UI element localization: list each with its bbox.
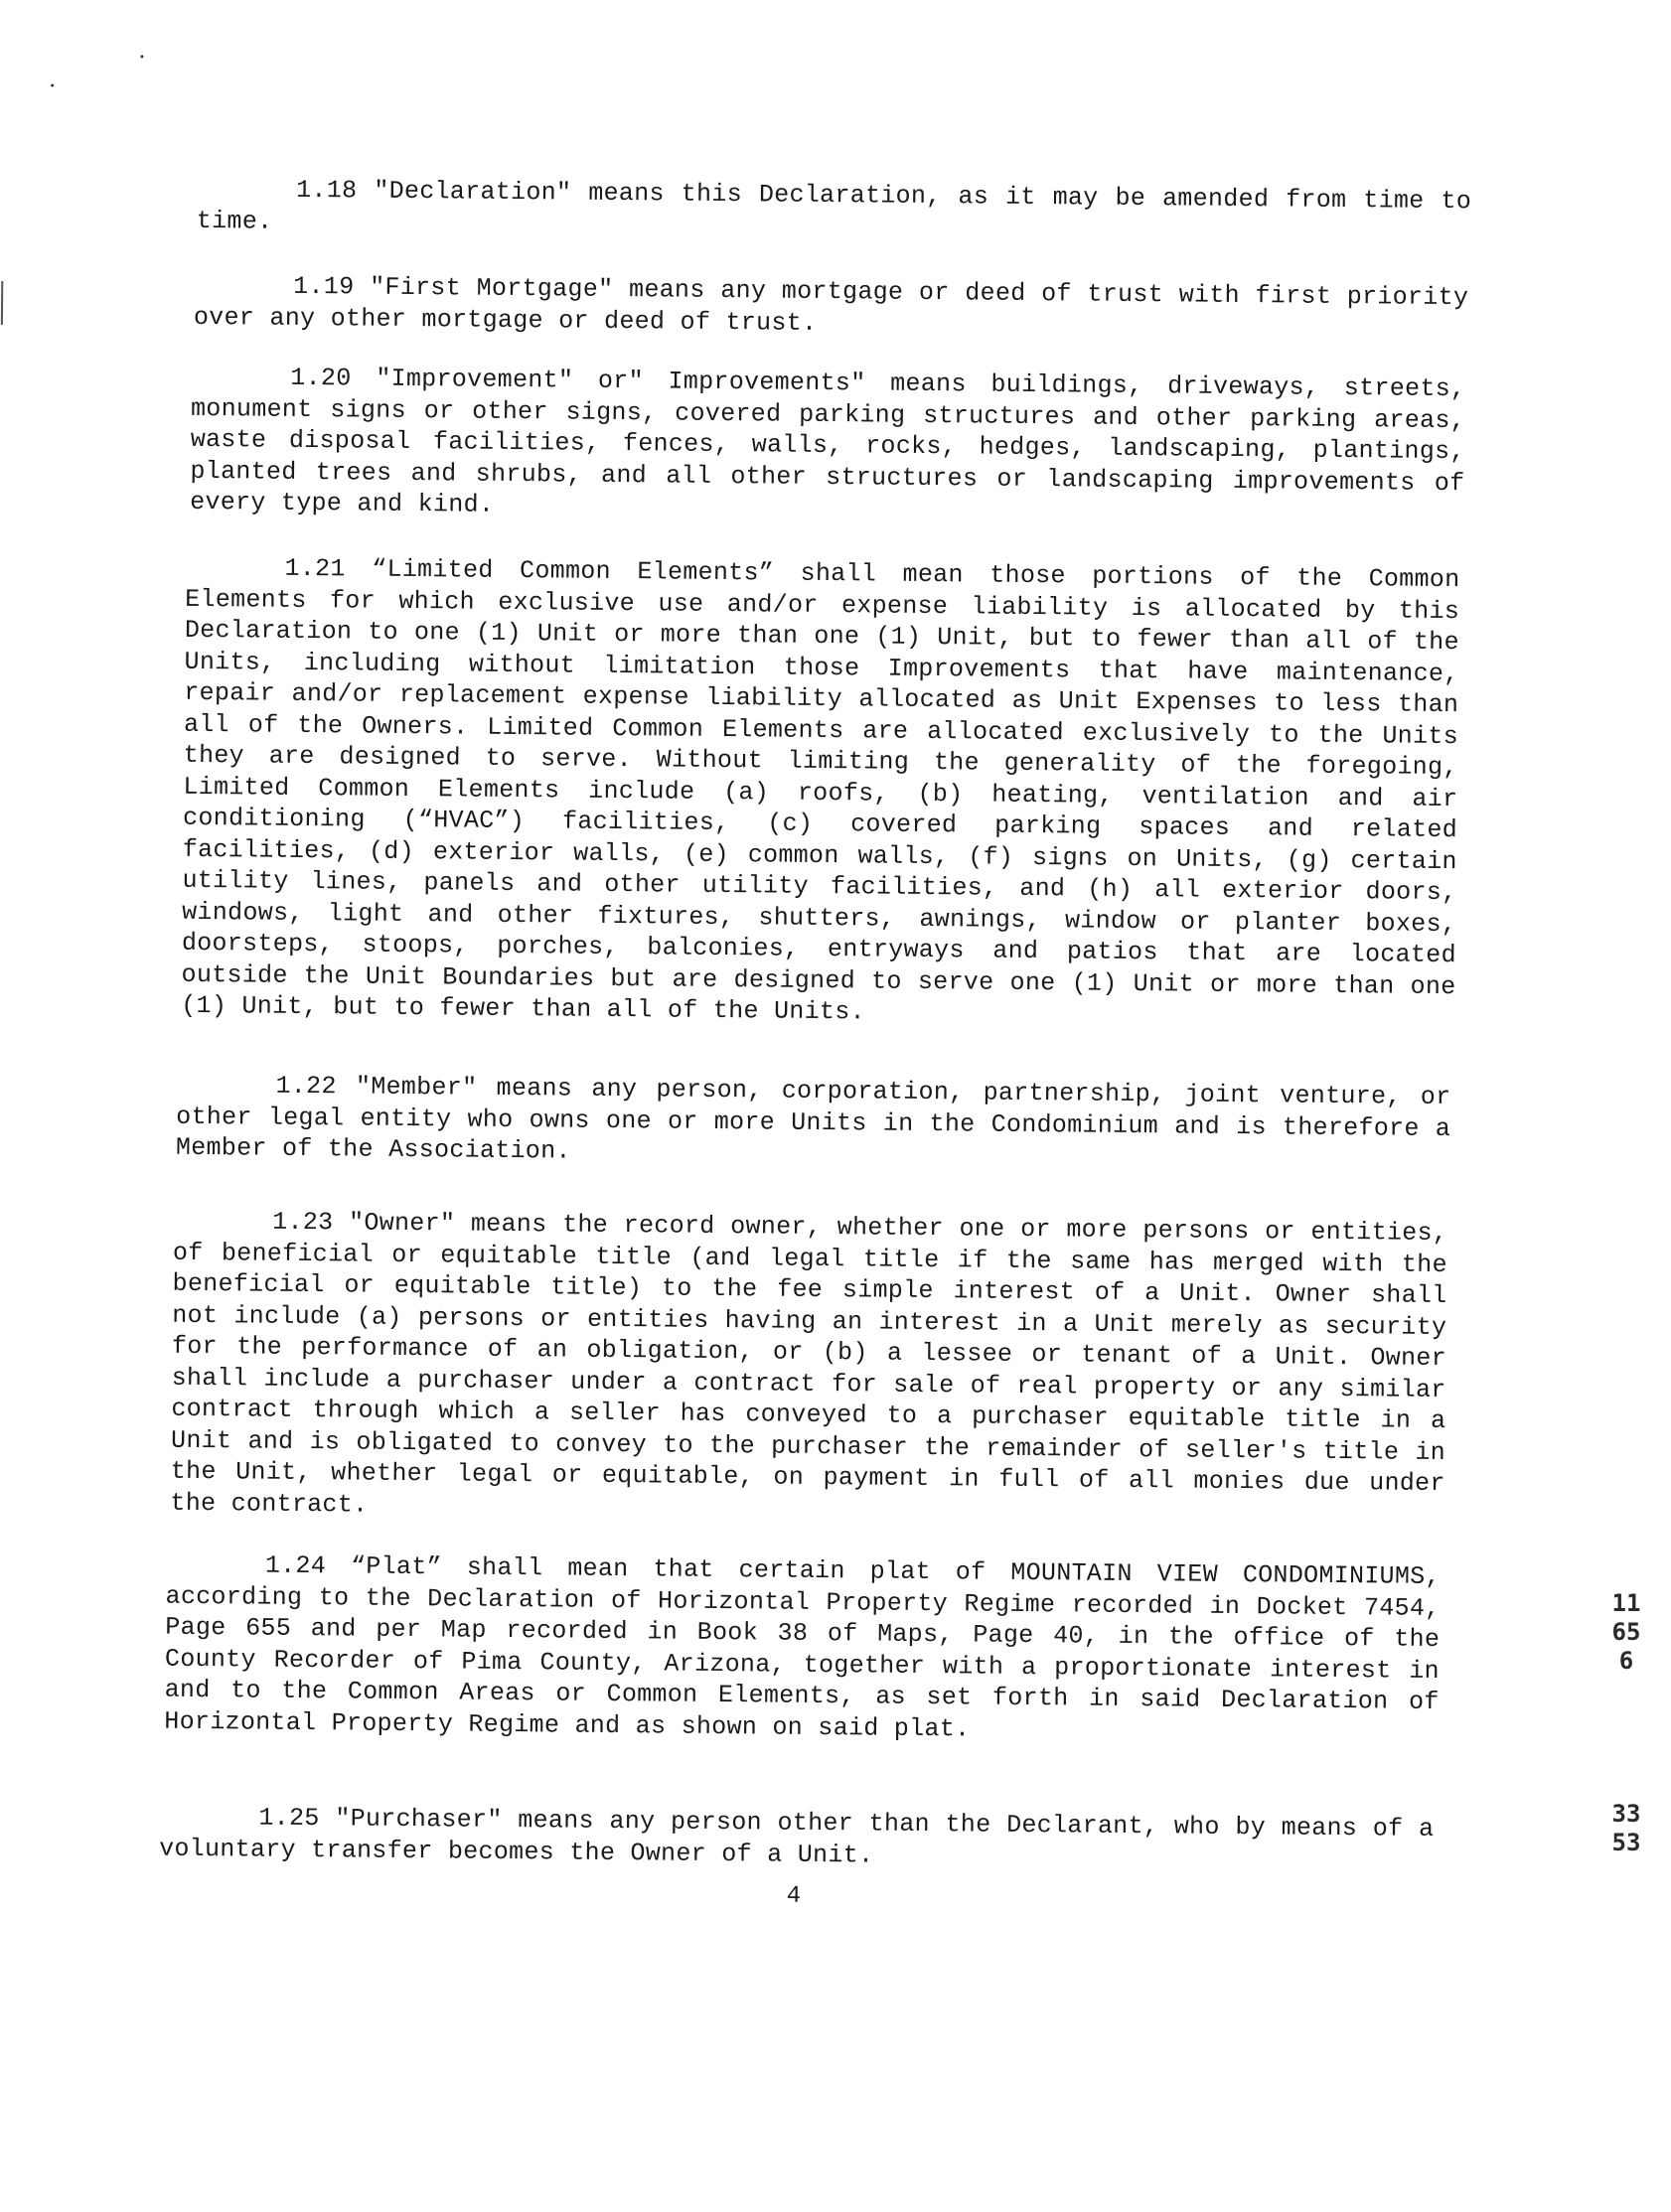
section-number: 1.18 — [296, 175, 358, 206]
section-number: 1.19 — [293, 271, 355, 302]
section-number: 1.20 — [290, 363, 352, 393]
definition-text: “Plat” shall mean that certain plat of MOUNTAIN VIEW CONDOMINIUMS, according to the Declaration of Horizontal Property Regime recorded in Docket 7454, Page 655 and per Map recorded in Book 38 of Maps, Page 40, in the office of the County Recorder of Pima County, Arizona, together with a proportionate interest in and to the Common Areas or Common Elements, as set forth in said Declaration of Horizontal Property Regime and as shown on said plat. — [164, 1551, 1441, 1743]
scan-margin-mark — [1, 281, 3, 325]
section-number: 1.23 — [272, 1207, 334, 1238]
definition-text: "First Mortgage" means any mortgage or deed of trust with first priority over any other mortgage or deed of trust. — [193, 272, 1469, 338]
definition-text: "Owner" means the record owner, whether one or more persons or entities, of beneficial or equitable title (and legal title if the same has merged with the beneficial or equitable title) to the fee simple interest of a Unit. Owner shall not include (a) persons or entities having an interest in a Unit merely as security for the performance of an obligation, or (b) a lessee or tenant of a Unit. Owner shall include a purchaser under a contract for sale of real property or any similar contract through which a seller has conveyed to a purchaser equitable title in a Unit and is obligated to convey to the purchaser the remainder of seller's title in the Unit, whether legal or equitable, on payment in full of all monies due under the contract. — [170, 1208, 1448, 1520]
scan-speck — [51, 83, 54, 86]
definition-text: “Limited Common Elements” shall mean those portions of the Common Elements for which exclusive use and/or expense liability is allocated by this Declaration to one (1) Unit or more than one (1) Unit, but to fewer than all of the Units, including without limitation those Improvements that have maintenance, repair and/or replacement expense liability allocated as Unit Expenses to less than all of the Owners. Limited Common Elements are allocated exclusively to the Units they are designed to serve. Without limiting the generality of the foregoing, Limited Common Elements include (a) roofs, (b) heating, ventilation and air conditioning (“HVAC”) facilities, (c) covered parking spaces and related facilities, (d) exterior walls, (e) common walls, (f) signs on Units, (g) certain utility lines, panels and other utility facilities, and (h) all exterior doors, windows, light and other fixtures, shutters, awnings, window or planter boxes, doorsteps, stoops, porches, balconies, entryways and patios that are located outside the Unit Boundaries but are designed to serve one (1) Unit or more than one (1) Unit, but to fewer than all of the Units. — [181, 554, 1460, 1027]
recording-stamp-upper: 11656 — [1611, 1589, 1641, 1675]
page-number: 4 — [786, 1882, 802, 1910]
definition-text: "Declaration" means this Declaration, as it may be amended from time to time. — [196, 176, 1472, 236]
section-number: 1.22 — [275, 1071, 337, 1102]
definition-1-19 — [194, 270, 1469, 345]
scan-speck — [140, 55, 143, 58]
definition-1-25 — [159, 1802, 1435, 1876]
recording-stamp-lower: 3353 — [1611, 1800, 1641, 1856]
definition-1-18 — [197, 174, 1472, 248]
section-number: 1.24 — [264, 1550, 327, 1581]
section-number: 1.21 — [284, 553, 346, 584]
definition-1-22 — [176, 1070, 1451, 1176]
definition-text: "Purchaser" means any person other than the Declarant, who by means of a voluntary transfer becomes the Owner of a Unit. — [159, 1804, 1435, 1870]
definition-1-21 — [181, 552, 1459, 1034]
definition-1-24 — [164, 1549, 1441, 1749]
definition-text: "Improvement" or" Improvements" means buildings, driveways, streets, monument signs or other signs, covered parking structures and other parking areas, waste disposal facilities, fences, walls, rocks, hedges, landscaping, plantings, planted trees and shrubs, and all other structures or landscaping improvements of every type and kind. — [190, 364, 1466, 519]
definition-1-23 — [170, 1206, 1447, 1531]
definition-text: "Member" means any person, corporation, partnership, joint venture, or other legal entity who owns one or more Units in the Condominium and is therefore a Member of the Association. — [175, 1072, 1451, 1166]
section-number: 1.25 — [258, 1803, 320, 1834]
definition-1-20 — [190, 362, 1465, 530]
